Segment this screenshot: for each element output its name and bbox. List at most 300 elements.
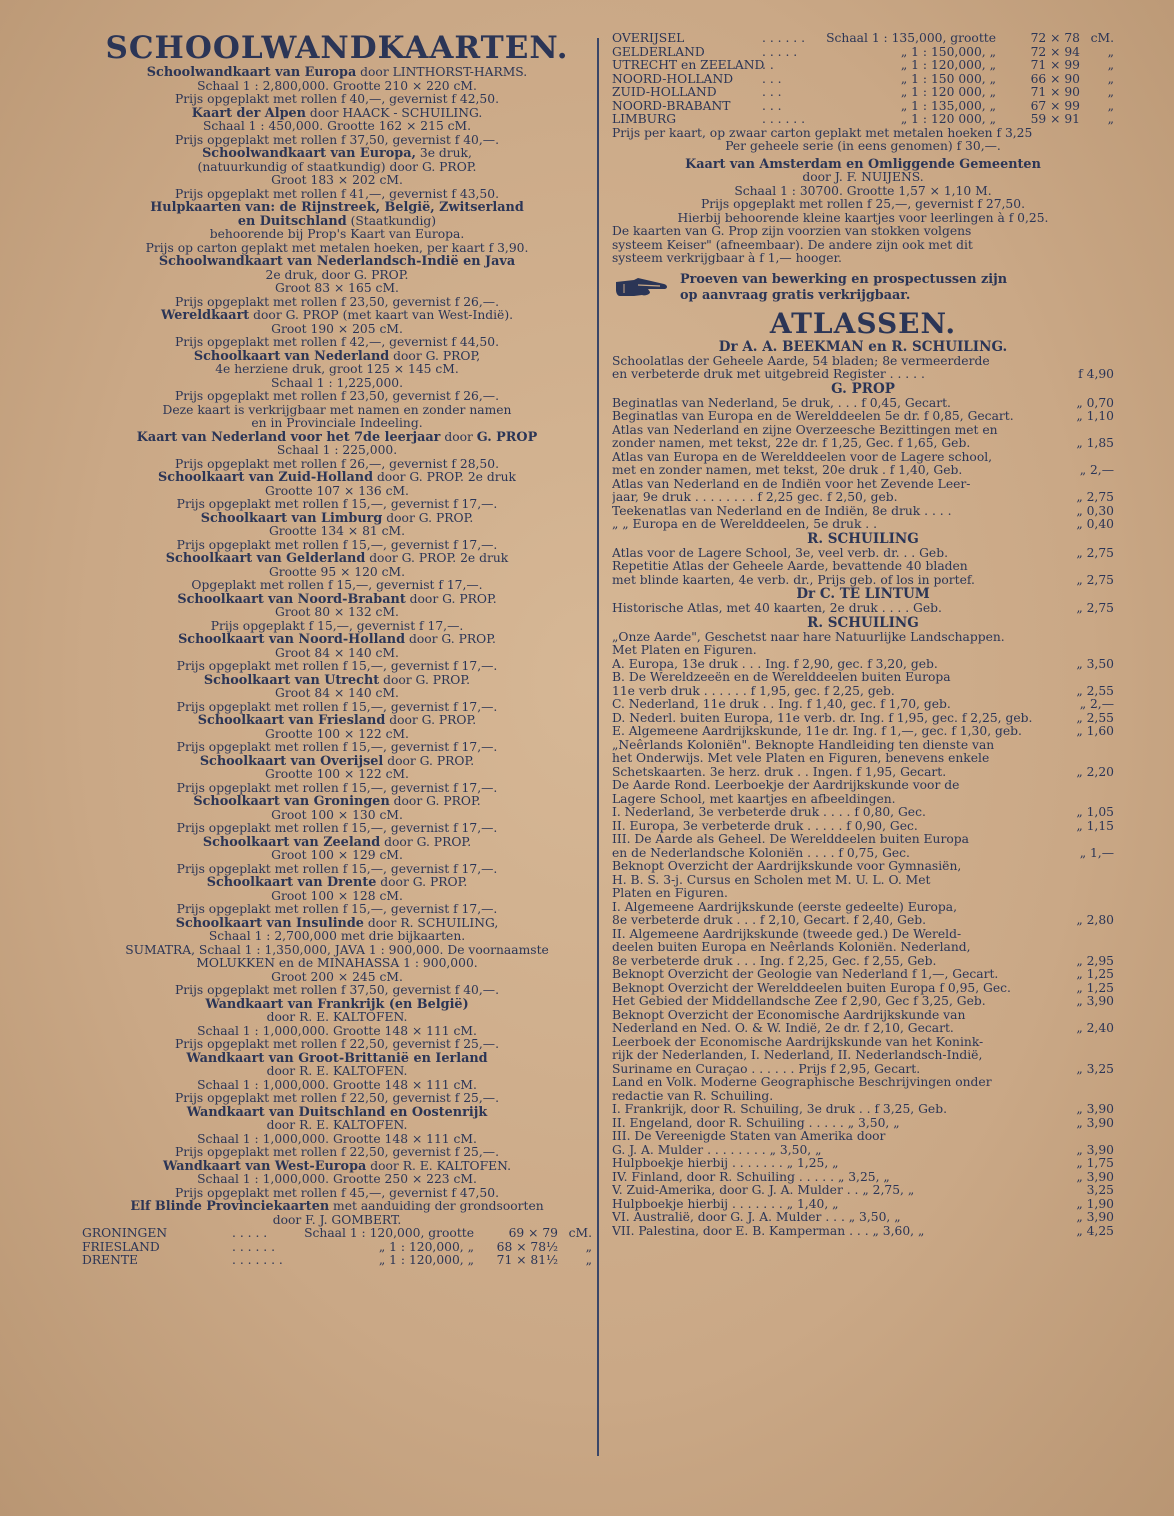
atlas-item-price xyxy=(1068,671,1114,685)
province-price-notes xyxy=(612,127,1114,154)
province-name: LIMBURG xyxy=(612,113,677,126)
atlas-item-price xyxy=(1068,1009,1114,1023)
atlas-item xyxy=(612,847,1114,861)
listing-line: Schoolkaart van Groningen door G. PROP. xyxy=(193,795,481,809)
listing-line: Prijs opgeplakt f 15,—, gevernist f 17,—. xyxy=(210,619,464,633)
atlas-item xyxy=(612,752,1114,766)
listing-line: Schaal 1 : 1,000,000. Grootte 148 × 111 cM. xyxy=(197,1024,477,1038)
listing-line: Schoolkaart van Limburg door G. PROP. xyxy=(200,511,474,525)
atlas-item-text: Beknopt Overzicht der Aardrijkskunde voor Gymnasiën, xyxy=(612,860,962,873)
atlas-item-text: Atlas voor de Lagere School, 3e, veel verb. dr. . . Geb. xyxy=(612,546,948,560)
left-column xyxy=(82,30,592,1268)
atlas-item-text: I. Algemeene Aardrijkskunde (eerste gedeelte) Europa, xyxy=(612,900,958,914)
keiser-line: De kaarten van G. Prop zijn voorzien van stokken volgens xyxy=(612,225,972,238)
atlas-item xyxy=(612,1063,1114,1077)
atlas-item-price xyxy=(1068,752,1114,766)
province-table-left xyxy=(82,1227,592,1268)
listing-line: Schoolkaart van Nederland door G. PROP, xyxy=(193,349,481,363)
atlas-item-text: redactie van R. Schuiling. xyxy=(612,1089,774,1103)
listing-line: Kaart der Alpen door HAACK - SCHUILING. xyxy=(191,106,483,120)
atlas-item-price xyxy=(1068,1049,1114,1063)
listing-line: Groot 100 × 129 cM. xyxy=(271,849,403,862)
atlas-item xyxy=(612,368,1114,382)
atlas-item-price: „ 2,95 xyxy=(1076,953,1114,968)
listing-line: Wandkaart van West-Europa door R. E. KALTOFEN. xyxy=(163,1159,511,1173)
bold-run: Kaart van Amsterdam en Omliggende Gemeenten xyxy=(685,157,1041,171)
atlas-item xyxy=(612,424,1114,438)
atlas-item xyxy=(612,1171,1114,1185)
section-heading: Dr C. TE LINTUM xyxy=(796,586,930,602)
listing-line: Schoolkaart van Zeeland door G. PROP. xyxy=(202,835,472,849)
listing-line: Schaal 1 : 2,800,000. Grootte 210 × 220 cM. xyxy=(197,79,477,93)
atlas-item-text: II. Europa, 3e verbeterde druk . . . . . f 0,90, Gec. xyxy=(612,819,918,833)
listing-line: Wereldkaart door G. PROP (met kaart van West-Indië). xyxy=(160,309,514,323)
atlas-item-price xyxy=(1068,874,1114,888)
atlas-item-text: het Onderwijs. Met vele Platen en Figuren, benevens enkele xyxy=(612,752,990,765)
atlas-item-text: en de Nederlandsche Koloniën . . . . f 0,75, Gec. xyxy=(612,846,910,860)
listing-line: Groot 200 × 245 cM. xyxy=(271,970,403,984)
listing-line: Groot 100 × 130 cM. xyxy=(271,808,403,822)
listing-line: door F. J. GOMBERT. xyxy=(272,1213,402,1227)
atlas-item-price xyxy=(1068,779,1114,793)
province-size: 69 × 79 xyxy=(508,1227,558,1240)
atlas-item xyxy=(612,739,1114,753)
province-scale: „ 1 : 120,000, „ xyxy=(900,59,996,72)
province-size: 59 × 91 xyxy=(1030,113,1080,126)
listing-line: Groot 84 × 140 cM. xyxy=(275,646,399,660)
atlas-item-text: Leerboek der Economische Aardrijkskunde van het Konink- xyxy=(612,1035,984,1049)
amsterdam-line: Hierbij behoorende kleine kaartjes voor leerlingen à f 0,25. xyxy=(677,211,1049,225)
atlas-item-text: „ „ Europa en de Werelddeelen, 5e druk . . xyxy=(612,518,878,531)
listing-line: Prijs opgeplakt met rollen f 15,—, gevernist f 17,—. xyxy=(176,700,498,714)
atlas-item-text: Schoolatlas der Geheele Aarde, 54 bladen; 8e vermeerderde xyxy=(612,354,990,368)
atlas-item-price xyxy=(1068,1090,1114,1104)
atlas-item xyxy=(612,1103,1114,1117)
bold-run: Kaart der Alpen xyxy=(191,106,306,120)
amsterdam-line xyxy=(612,158,1114,172)
bold-run: Schoolkaart van Noord-Holland xyxy=(178,633,406,647)
atlas-item-price xyxy=(1068,451,1114,465)
province-size: 67 × 99 xyxy=(1030,99,1080,113)
atlas-item-text: met blinde kaarten, 4e verb. dr., Prijs geb. of los in portef. xyxy=(612,573,975,587)
province-unit: „ xyxy=(1107,86,1114,99)
atlas-item-price: „ 1,05 xyxy=(1076,805,1114,819)
atlas-item-text: Suriname en Curaçao . . . . . . Prijs f 2,95, Gecart. xyxy=(612,1062,921,1076)
atlas-item-price xyxy=(1068,887,1114,901)
listing-line: Prijs opgeplakt met rollen f 22,50, gevernist f 25,—. xyxy=(175,1038,499,1051)
atlas-item-text: III. De Vereenigde Staten van Amerika door xyxy=(612,1130,886,1143)
bold-run: Hulpkaarten van: de Rijnstreek, België, Zwitserland xyxy=(150,201,524,215)
atlas-item xyxy=(612,874,1114,888)
province-size: 71 × 81½ xyxy=(496,1254,558,1267)
province-name: NOORD-HOLLAND xyxy=(612,72,734,86)
atlas-item xyxy=(612,602,1114,616)
atlas-item-text: De Aarde Rond. Leerboekje der Aardrijkskunde voor de xyxy=(612,779,960,792)
atlas-item xyxy=(612,1049,1114,1063)
atlas-item xyxy=(612,968,1114,982)
atlas-item xyxy=(612,574,1114,588)
listing-line: Prijs opgeplakt met rollen f 15,—, gevernist f 17,—. xyxy=(176,862,498,876)
listing-line: Grootte 134 × 81 cM. xyxy=(268,525,406,538)
atlas-item xyxy=(612,355,1114,369)
atlas-item-price: „ 4,25 xyxy=(1076,1223,1114,1238)
atlas-item-text: G. J. A. Mulder . . . . . . . . „ 3,50, „ xyxy=(612,1143,822,1157)
province-name: NOORD-BRABANT xyxy=(612,99,731,113)
province-row xyxy=(612,46,1114,60)
atlas-item-text: Beginatlas van Europa en de Werelddeelen 5e dr. f 0,85, Gecart. xyxy=(612,410,1014,423)
province-scale: „ 1 : 150,000, „ xyxy=(900,45,996,59)
atlas-item-text: Repetitie Atlas der Geheele Aarde, bevattende 40 bladen xyxy=(612,560,968,573)
listing-line: Prijs opgeplakt met rollen f 23,50, gevernist f 26,—. xyxy=(175,295,499,309)
atlas-item-text: Beginatlas van Nederland, 5e druk, . . . f 0,45, Gecart. xyxy=(612,396,951,410)
bold-run: Kaart van Nederland voor het 7de leerjaar xyxy=(136,430,441,444)
atlas-item-text: B. De Wereldzeeën en de Werelddeelen buiten Europa xyxy=(612,671,951,684)
listing-line: MOLUKKEN en de MINAHASSA 1 : 900,000. xyxy=(196,957,478,970)
bold-run: Schoolkaart van Noord-Brabant xyxy=(177,592,406,606)
atlas-item-text: Het Gebied der Middellandsche Zee f 2,90, Gec f 3,25, Geb. xyxy=(612,995,986,1008)
atlas-item xyxy=(612,860,1114,874)
atlas-item-price: „ 0,40 xyxy=(1076,517,1114,531)
atlas-item-price xyxy=(1068,941,1114,955)
province-name: DRENTE xyxy=(82,1254,139,1267)
province-dots: . . . xyxy=(762,99,782,113)
atlas-item xyxy=(612,698,1114,712)
listing-line: Schoolkaart van Gelderland door G. PROP. 2e druk xyxy=(165,552,509,566)
listing-line: Prijs opgeplakt met rollen f 15,—, gevernist f 17,—. xyxy=(176,781,498,795)
bold-run: Schoolwandkaart van Nederlandsch-Indië en Java xyxy=(158,255,516,269)
listing-line: Grootte 107 × 136 cM. xyxy=(265,484,409,498)
atlas-item xyxy=(612,887,1114,901)
amsterdam-line: Schaal 1 : 30700. Grootte 1,57 × 1,10 M. xyxy=(734,184,992,198)
atlas-item-price: „ 3,90 xyxy=(1076,1169,1114,1184)
province-name: GRONINGEN xyxy=(82,1227,168,1240)
listing-line: Groot 80 × 132 cM. xyxy=(275,606,399,619)
bold-run: Elf Blinde Provinciekaarten xyxy=(130,1200,330,1214)
atlas-item-price xyxy=(1068,1130,1114,1144)
atlas-item-price: „ 3,90 xyxy=(1076,1102,1114,1116)
atlas-item xyxy=(612,1144,1114,1158)
listing-line: Prijs opgeplakt met rollen f 22,50, gevernist f 25,—. xyxy=(175,1146,499,1159)
proeven-line-2: op aanvraag gratis verkrijgbaar. xyxy=(680,287,911,303)
atlas-item-price: „ 1,— xyxy=(1079,845,1114,860)
atlas-item-text: IV. Finland, door R. Schuiling . . . . . „ 3,25, „ xyxy=(612,1170,890,1184)
bold-run: Schoolkaart van Groningen xyxy=(193,795,390,809)
atlas-item-text: Met Platen en Figuren. xyxy=(612,644,757,657)
atlas-item xyxy=(612,806,1114,820)
atlas-item-text: II. Algemeene Aardrijkskunde (tweede ged.) De Wereld- xyxy=(612,927,962,941)
atlas-item xyxy=(612,1076,1114,1090)
province-name: UTRECHT en ZEELAND xyxy=(612,59,765,72)
listing-line: Prijs opgeplakt met rollen f 26,—, gevernist f 28,50. xyxy=(175,457,499,471)
province-unit: „ xyxy=(1107,45,1114,59)
atlas-item-text: I. Frankrijk, door R. Schuiling, 3e druk . . f 3,25, Geb. xyxy=(612,1103,947,1116)
atlas-item xyxy=(612,1184,1114,1198)
atlas-item-price: „ 1,25 xyxy=(1076,980,1114,995)
province-row xyxy=(612,113,1114,127)
atlas-item-text: III. De Aarde als Geheel. De Werelddeelen buiten Europa xyxy=(612,833,969,846)
atlas-item xyxy=(612,644,1114,658)
atlas-item-price: „ 2,— xyxy=(1079,697,1114,711)
bold-run: Schoolwandkaart van Europa xyxy=(146,66,357,80)
listing-line xyxy=(82,1106,592,1120)
atlas-item xyxy=(612,1036,1114,1050)
bold-run: Schoolkaart van Drente xyxy=(206,876,377,890)
listing-line: Elf Blinde Provinciekaarten met aanduiding der grondsoorten xyxy=(130,1200,544,1214)
bold-run: G. PROP xyxy=(476,430,538,444)
atlas-sections xyxy=(612,340,1114,1239)
atlas-item xyxy=(612,410,1114,424)
atlas-item xyxy=(612,518,1114,532)
atlassen-heading: ATLASSEN. xyxy=(769,306,957,340)
atlas-item xyxy=(612,1211,1114,1225)
atlas-item-text: Platen en Figuren. xyxy=(612,887,728,900)
listing-line: door R. E. KALTOFEN. xyxy=(266,1119,408,1132)
keiser-line: systeem Keiser" (afneembaar). De andere zijn ook met dit xyxy=(612,238,973,252)
listing-line: Schaal 1 : 1,000,000. Grootte 148 × 111 cM. xyxy=(197,1078,477,1092)
province-name: ZUID-HOLLAND xyxy=(612,86,717,99)
province-unit: „ xyxy=(1107,72,1114,86)
atlas-item xyxy=(612,793,1114,807)
listing-line: Deze kaart is verkrijgbaar met namen en zonder namen xyxy=(162,403,512,417)
atlas-item-price: „ 1,90 xyxy=(1076,1196,1114,1211)
listing-line: Schaal 1 : 1,225,000. xyxy=(270,376,403,390)
province-unit: „ xyxy=(1107,113,1114,126)
province-scale: Schaal 1 : 120,000, grootte xyxy=(304,1227,474,1240)
atlas-item xyxy=(612,658,1114,672)
listing-line: behoorende bij Prop's Kaart van Europa. xyxy=(209,228,465,241)
bold-run: Schoolkaart van Zuid-Holland xyxy=(158,471,374,485)
province-scale: „ 1 : 120 000, „ xyxy=(900,113,996,126)
atlas-item-text: A. Europa, 13e druk . . . Ing. f 2,90, gec. f 3,20, geb. xyxy=(612,657,938,671)
province-dots: . . . . . . xyxy=(762,32,805,45)
atlas-item-price: „ 3,90 xyxy=(1076,1115,1114,1130)
atlas-item-text: I. Nederland, 3e verbeterde druk . . . . f 0,80, Gec. xyxy=(612,806,926,819)
atlas-item-price xyxy=(1068,739,1114,753)
atlas-item-price: „ 2,55 xyxy=(1076,710,1114,725)
atlas-item xyxy=(612,478,1114,492)
section-heading: G. PROP xyxy=(831,380,895,397)
province-row xyxy=(612,73,1114,87)
bold-run: Schoolkaart van Nederland xyxy=(193,349,390,363)
atlas-item xyxy=(612,955,1114,969)
listing-line: Prijs opgeplakt met rollen f 40,—, gevernist f 42,50. xyxy=(175,93,499,106)
province-scale: „ 1 : 120,000, „ xyxy=(378,1240,474,1254)
listing-line: Groot 84 × 140 cM. xyxy=(275,687,399,700)
listing-line: Schoolkaart van Utrecht door G. PROP. xyxy=(203,673,471,687)
atlas-item-text: VI. Australië, door G. J. A. Mulder . . . „ 3,50, „ xyxy=(612,1211,901,1224)
listing-line xyxy=(82,1052,592,1066)
province-size: 68 × 78½ xyxy=(496,1240,558,1254)
atlas-item-text: Hulpboekje hierbij . . . . . . . „ 1,25, „ xyxy=(612,1157,839,1170)
atlas-item-text: V. Zuid-Amerika, door G. J. A. Mulder . . „ 2,75, „ xyxy=(612,1184,915,1197)
province-dots: . . . . . . xyxy=(762,113,805,126)
bold-run: Schoolkaart van Limburg xyxy=(200,511,383,525)
atlas-item-text: 11e verb druk . . . . . . f 1,95, gec. f 2,25, geb. xyxy=(612,684,895,698)
listing-line: SUMATRA, Schaal 1 : 1,350,000, JAVA 1 : 900,000. De voornaamste xyxy=(125,943,549,957)
atlas-item-text: Beknopt Overzicht der Werelddeelen buiten Europa f 0,95, Gec. xyxy=(612,981,1011,995)
province-dots: . . . . . xyxy=(232,1227,268,1240)
atlas-item-text: Beknopt Overzicht der Economische Aardrijkskunde van xyxy=(612,1008,966,1022)
atlas-item-text: Nederland en Ned. O. & W. Indië, 2e dr. f 2,10, Gecart. xyxy=(612,1022,954,1035)
amsterdam-map-block xyxy=(612,158,1114,226)
atlas-item-price: „ 0,30 xyxy=(1076,503,1114,518)
atlas-item xyxy=(612,505,1114,519)
province-dots: . . . . . xyxy=(762,45,798,59)
atlas-item xyxy=(612,982,1114,996)
atlas-item-price xyxy=(1068,1076,1114,1090)
province-dots: . . . xyxy=(762,86,782,99)
atlas-item-price: „ 3,90 xyxy=(1076,994,1114,1008)
atlas-item xyxy=(612,995,1114,1009)
atlas-item-price xyxy=(1068,631,1114,645)
bold-run: Schoolwandkaart van Europa, xyxy=(202,147,416,161)
atlas-item-price: „ 2,— xyxy=(1079,463,1114,477)
atlas-item-price xyxy=(1068,424,1114,438)
listing-line: Prijs opgeplakt met rollen f 41,—, gevernist f 43,50. xyxy=(175,187,499,201)
listing-line: Groot 190 × 205 cM. xyxy=(271,322,403,336)
atlas-item xyxy=(612,1157,1114,1171)
atlas-item-price: „ 3,50 xyxy=(1076,656,1114,671)
atlas-item-text: D. Nederl. buiten Europa, 11e verb. dr. Ing. f 1,95, gec. f 2,25, geb. xyxy=(612,711,1033,725)
atlas-item-text: zonder namen, met tekst, 22e dr. f 1,25, Gec. f 1,65, Geb. xyxy=(612,437,971,450)
atlas-item-text: 8e verbeterde druk . . . f 2,10, Gecart. f 2,40, Geb. xyxy=(612,914,927,927)
listing-line: Schaal 1 : 225,000. xyxy=(276,444,398,457)
atlas-item xyxy=(612,547,1114,561)
listing-line: Grootte 100 × 122 cM. xyxy=(265,768,409,781)
atlas-item-price: „ 1,85 xyxy=(1076,436,1114,450)
atlas-item xyxy=(612,491,1114,505)
atlas-item xyxy=(612,560,1114,574)
listing-line: Schaal 1 : 2,700,000 met drie bijkaarten. xyxy=(208,930,466,943)
listing-line: Schaal 1 : 1,000,000. Grootte 148 × 111 cM. xyxy=(197,1132,477,1146)
atlas-item-text: H. B. S. 3-j. Cursus en Scholen met M. U. L. O. Met xyxy=(612,873,931,887)
listing-line: Prijs op carton geplakt met metalen hoeken, per kaart f 3,90. xyxy=(145,241,529,255)
listing-line: Groot 83 × 165 cM. xyxy=(275,282,399,295)
listing-line: Schoolkaart van Insulinde door R. SCHUILING, xyxy=(175,916,499,930)
atlas-item-price: „ 3,90 xyxy=(1076,1142,1114,1157)
bold-run: Schoolkaart van Zeeland xyxy=(202,835,381,849)
atlas-item xyxy=(612,1130,1114,1144)
atlas-item-text: E. Algemeene Aardrijkskunde, 11e dr. Ing. f 1,—, gec. f 1,30, geb. xyxy=(612,725,1022,738)
atlas-item xyxy=(612,779,1114,793)
atlas-item-text: Lagere School, met kaartjes en afbeeldingen. xyxy=(612,792,896,806)
atlas-item xyxy=(612,671,1114,685)
atlas-item-price: „ 1,60 xyxy=(1076,724,1114,738)
bold-run: Schoolkaart van Gelderland xyxy=(165,552,366,566)
province-row xyxy=(612,59,1114,73)
province-unit: „ xyxy=(1107,59,1114,72)
atlas-item-text: Schetskaarten. 3e herz. druk . . Ingen. f 1,95, Gecart. xyxy=(612,765,947,779)
price-note: Prijs per kaart, op zwaar carton geplakt met metalen hoeken f 3,25 xyxy=(612,126,1033,140)
bold-run: Wereldkaart xyxy=(160,309,250,323)
listing-line: Groot 100 × 128 cM. xyxy=(271,889,403,903)
atlas-item xyxy=(612,1225,1114,1239)
listing-line: Groot 183 × 202 cM. xyxy=(271,174,403,187)
atlas-item-text: deelen buiten Europa en Neêrlands Koloniën. Nederland, xyxy=(612,941,971,954)
atlas-item xyxy=(612,1009,1114,1023)
atlas-item xyxy=(612,725,1114,739)
listing-line: Grootte 100 × 122 cM. xyxy=(265,727,409,741)
price-note: Per geheele serie (in eens genomen) f 30,—. xyxy=(725,140,1001,153)
bold-run: Wandkaart van Groot-Brittanië en Ierland xyxy=(186,1051,488,1065)
atlas-item-price: „ 1,25 xyxy=(1076,967,1114,981)
province-row xyxy=(82,1241,592,1255)
atlas-item-text: Beknopt Overzicht der Geologie van Nederland f 1,—, Gecart. xyxy=(612,968,999,981)
atlas-item xyxy=(612,685,1114,699)
province-dots: . . . . . . . xyxy=(232,1254,283,1267)
listing-line: Grootte 95 × 120 cM. xyxy=(268,565,406,579)
atlas-item-price xyxy=(1068,833,1114,847)
listing-line: Prijs opgeplakt met rollen f 37,50, gevernist f 40,—. xyxy=(175,984,499,997)
province-scale: „ 1 : 150 000, „ xyxy=(900,72,996,86)
atlas-item xyxy=(612,766,1114,780)
atlas-item-price: „ 2,75 xyxy=(1076,545,1114,560)
schoolwandkaarten-heading: SCHOOLWANDKAARTEN. xyxy=(105,30,569,66)
province-size: 72 × 94 xyxy=(1030,45,1080,59)
listing-line: Prijs opgeplakt met rollen f 22,50, gevernist f 25,—. xyxy=(175,1092,499,1105)
atlas-item xyxy=(612,914,1114,928)
amsterdam-line: door J. F. NUIJENS. xyxy=(802,171,924,184)
atlas-item xyxy=(612,833,1114,847)
atlas-item-text: rijk der Nederlanden, I. Nederland, II. Nederlandsch-Indië, xyxy=(612,1049,983,1062)
listing-line: Schoolkaart van Noord-Brabant door G. PROP. xyxy=(177,592,497,606)
province-unit: „ xyxy=(585,1240,592,1254)
section-heading: R. SCHUILING xyxy=(807,614,919,631)
province-size: 71 × 99 xyxy=(1030,59,1080,72)
listing-line: Prijs opgeplakt met rollen f 42,—, gevernist f 44,50. xyxy=(175,336,499,349)
atlas-item-price xyxy=(1068,560,1114,574)
bold-run: Schoolkaart van Friesland xyxy=(197,714,386,728)
atlas-item-text: VII. Palestina, door E. B. Kamperman . . . „ 3,60, „ xyxy=(612,1224,925,1238)
atlas-item xyxy=(612,631,1114,645)
atlas-item xyxy=(612,464,1114,478)
keiser-line: systeem verkrijgbaar à f 1,— hooger. xyxy=(612,252,842,265)
column-divider xyxy=(597,38,599,1456)
listing-line xyxy=(82,255,592,269)
atlas-item-price: „ 2,75 xyxy=(1076,601,1114,615)
province-scale: Schaal 1 : 135,000, grootte xyxy=(826,32,996,45)
atlas-item xyxy=(612,397,1114,411)
bold-run: Schoolkaart van Insulinde xyxy=(175,916,364,930)
province-dots: . . . xyxy=(762,72,782,86)
listing-line: Schoolkaart van Friesland door G. PROP. xyxy=(197,714,477,728)
atlas-item-text: Historische Atlas, met 40 kaarten, 2e druk . . . . Geb. xyxy=(612,602,942,615)
listing-line: Prijs opgeplakt met rollen f 23,50, gevernist f 26,—. xyxy=(175,390,499,403)
atlas-item xyxy=(612,451,1114,465)
province-size: 71 × 90 xyxy=(1030,86,1080,99)
province-table-right xyxy=(612,32,1114,127)
province-row xyxy=(612,100,1114,114)
atlas-item-price: 3,25 xyxy=(1086,1183,1114,1197)
section-heading: R. SCHUILING xyxy=(807,530,919,547)
province-size: 72 × 78 xyxy=(1030,32,1080,45)
atlas-item-text: Atlas van Nederland en de Indiën voor het Zevende Leer- xyxy=(612,477,971,491)
listing-line: Prijs opgeplakt met rollen f 15,—, gevernist f 17,—. xyxy=(176,741,498,754)
listing-line: Schoolkaart van Drente door G. PROP. xyxy=(206,876,468,890)
atlas-item xyxy=(612,1117,1114,1131)
atlas-item xyxy=(612,1198,1114,1212)
bold-run: Schoolkaart van Overijsel xyxy=(199,754,384,768)
province-row xyxy=(82,1254,592,1268)
province-scale: „ 1 : 120 000, „ xyxy=(900,86,996,99)
province-unit: „ xyxy=(1107,99,1114,113)
listing-line: Schoolkaart van Overijsel door G. PROP. xyxy=(199,754,475,768)
listing-line xyxy=(82,998,592,1012)
province-dots: . . . . . . xyxy=(232,1240,275,1254)
proeven-line-1: Proeven van bewerking en prospectussen zijn xyxy=(680,271,1008,287)
listing-line: Prijs opgeplakt met rollen f 15,—, gevernist f 17,—. xyxy=(176,498,498,511)
atlas-item-text: „Neêrlands Koloniën". Beknopte Handleiding ten dienste van xyxy=(612,738,995,752)
